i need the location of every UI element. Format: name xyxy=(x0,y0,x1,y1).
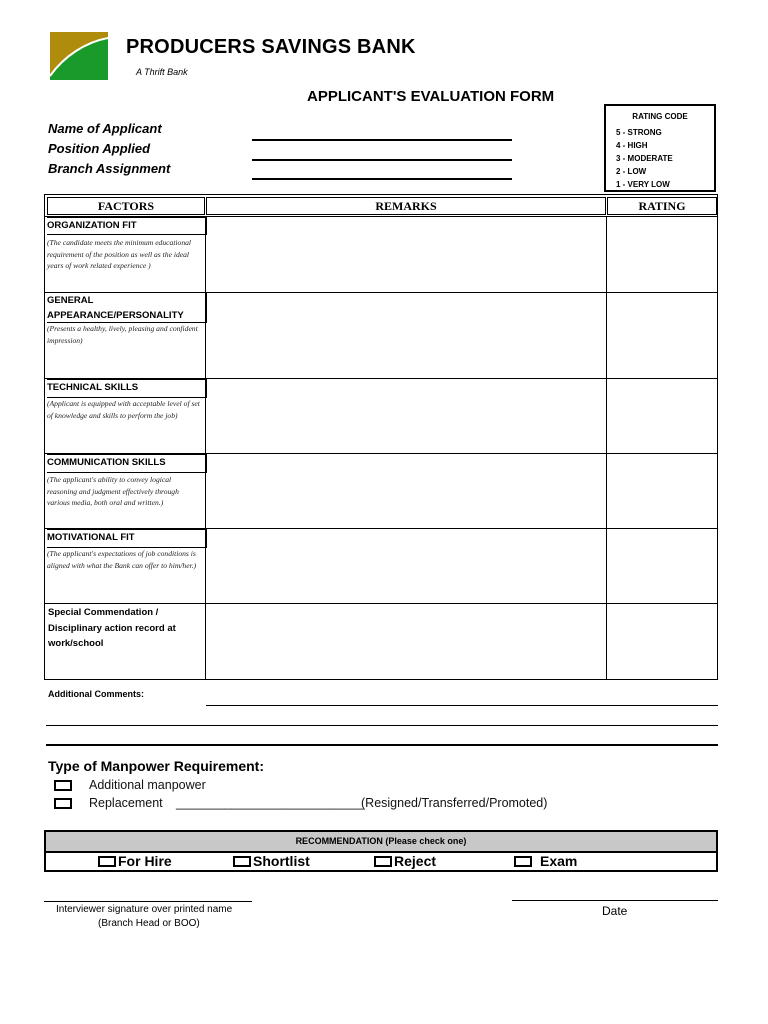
replacement-label: Replacement xyxy=(89,796,163,810)
rating-cell[interactable] xyxy=(607,217,717,292)
exam-checkbox[interactable] xyxy=(514,856,532,867)
remarks-cell[interactable] xyxy=(206,217,606,292)
interviewer-signature-line[interactable] xyxy=(44,901,252,902)
rating-code-item: 1 - VERY LOW xyxy=(616,180,670,189)
rating-cell[interactable] xyxy=(607,604,717,678)
evaluation-table xyxy=(44,194,718,680)
bank-tagline: A Thrift Bank xyxy=(136,67,188,77)
shortlist-checkbox[interactable] xyxy=(233,856,251,867)
additional-comments-line[interactable] xyxy=(46,725,718,726)
recommendation-title: RECOMMENDATION (Please check one) xyxy=(46,832,716,853)
bank-name: PRODUCERS SAVINGS BANK xyxy=(126,36,416,58)
rating-cell[interactable] xyxy=(607,529,717,603)
shortlist-label: Shortlist xyxy=(253,853,310,869)
rating-code-title: RATING CODE xyxy=(632,112,688,121)
factor-title: TECHNICAL SKILLS xyxy=(47,379,207,398)
factor-description: (The candidate meets the minimum educational requirement of the position as well as the ideal years of work related experience ) xyxy=(47,238,192,270)
branch-assignment-label: Branch Assignment xyxy=(48,161,171,176)
rating-code-box xyxy=(604,104,716,192)
remarks-cell[interactable] xyxy=(206,604,606,678)
form-title: APPLICANT'S EVALUATION FORM xyxy=(307,88,555,105)
replacement-blank-field[interactable]: ___________________________ xyxy=(176,796,364,810)
factor-description: (The applicant's expectations of job conditions is aligned with what the Bank can offer to him/her.) xyxy=(47,549,197,570)
factor-title: ORGANIZATION FIT xyxy=(47,217,207,235)
replacement-reason-note: (Resigned/Transferred/Promoted) xyxy=(361,796,548,810)
special-commendation-label: Special Commendation / Disciplinary action record at work/school xyxy=(48,607,176,649)
reject-checkbox[interactable] xyxy=(374,856,392,867)
for-hire-checkbox[interactable] xyxy=(98,856,116,867)
rating-cell[interactable] xyxy=(607,379,717,453)
shortlist-option[interactable] xyxy=(233,852,310,870)
rating-code-item: 5 - STRONG xyxy=(616,128,662,137)
name-of-applicant-label: Name of Applicant xyxy=(48,121,162,136)
for-hire-option[interactable] xyxy=(98,852,172,870)
rating-header: RATING xyxy=(607,197,717,215)
additional-comments-line[interactable] xyxy=(46,744,718,746)
rating-code-item: 3 - MODERATE xyxy=(616,154,673,163)
additional-comments-line[interactable] xyxy=(206,705,718,706)
rating-cell[interactable] xyxy=(607,293,717,378)
remarks-header: REMARKS xyxy=(206,197,606,215)
factor-title: COMMUNICATION SKILLS xyxy=(47,454,207,473)
remarks-cell[interactable] xyxy=(206,379,606,453)
position-applied-field[interactable] xyxy=(252,159,512,161)
exam-label: Exam xyxy=(540,853,578,869)
remarks-cell[interactable] xyxy=(206,454,606,528)
factor-title: GENERAL APPEARANCE/PERSONALITY xyxy=(47,292,207,323)
date-line[interactable] xyxy=(512,900,718,901)
exam-option[interactable] xyxy=(514,852,577,870)
rating-code-item: 2 - LOW xyxy=(616,167,647,176)
additional-manpower-label: Additional manpower xyxy=(89,778,206,792)
manpower-title: Type of Manpower Requirement: xyxy=(48,758,264,774)
bank-logo xyxy=(50,32,108,80)
reject-option[interactable] xyxy=(374,852,436,870)
recommendation-box xyxy=(44,830,718,872)
additional-manpower-checkbox[interactable] xyxy=(54,780,72,791)
factor-title: MOTIVATIONAL FIT xyxy=(47,529,207,548)
interviewer-signature-label: Interviewer signature over printed name xyxy=(56,904,233,915)
branch-assignment-field[interactable] xyxy=(252,178,512,180)
additional-comments-label: Additional Comments: xyxy=(48,689,144,699)
rating-code-item: 4 - HIGH xyxy=(616,141,648,150)
factor-description: (Presents a healthy, lively, pleasing and confident impression) xyxy=(47,324,198,345)
factors-header: FACTORS xyxy=(47,197,205,215)
remarks-cell[interactable] xyxy=(206,529,606,603)
reject-label: Reject xyxy=(394,853,437,869)
name-of-applicant-field[interactable] xyxy=(252,139,512,141)
remarks-cell[interactable] xyxy=(206,293,606,378)
date-label: Date xyxy=(602,904,628,918)
replacement-checkbox[interactable] xyxy=(54,798,72,809)
factor-description: (Applicant is equipped with acceptable level of set of knowledge and skills to perform the job) xyxy=(47,399,200,420)
interviewer-role-label: (Branch Head or BOO) xyxy=(98,918,200,929)
factor-description: (The applicant's ability to convey logical reasoning and judgment effectively through various media, both oral and written.) xyxy=(47,475,179,507)
rating-cell[interactable] xyxy=(607,454,717,528)
for-hire-label: For Hire xyxy=(118,853,172,869)
position-applied-label: Position Applied xyxy=(48,141,151,156)
